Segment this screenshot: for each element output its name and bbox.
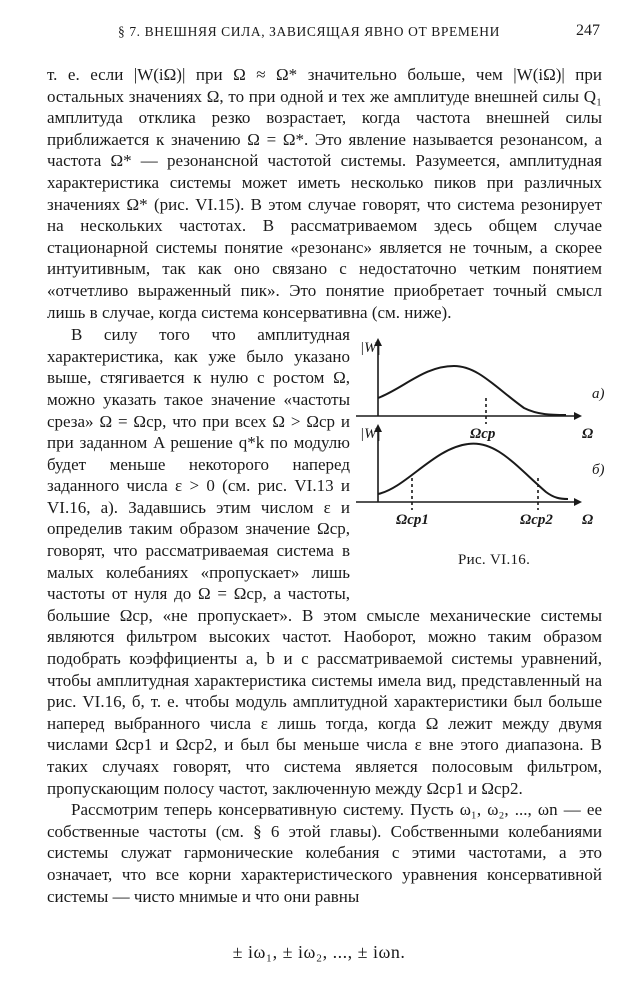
paragraph-cutoff-text: В силу того что амплитудная характеристика, как уже было указано выше, стягивается к нулю с ростом Ω, можно указать такое значение «частоты среза» Ω = Ωср, что при всех Ω > Ωср и при заданном A решение q*k по модулю будет меньше некоторого наперед заданного числа ε > 0 (см. рис. VI.13 и VI.16, а). Задавшись этим числом ε и определив таким образом значение Ωср, говорят, что рассматриваемая система в малых колебаниях «пропускает» лишь частоты от нуля до Ω = Ωср, а частоты, большие Ωср, «не пропускает». В этом смысле механические системы являются фильтром высоких частот. Наоборот, можно таким образом подобрать коэффициенты a, b и c рассматриваемой системы уравнений, чтобы амплитудная характеристика системы имела вид, представленный на рис. VI.16, б, т. е. чтобы модуль амплитудной характеристики был больше наперед выбранного числа ε лишь тогда, когда Ω лежит между двумя числами Ωср1 и Ωср2, и был бы меньше числа ε вне этого диапазона. В таких случаях говорят, что система является полосовым фильтром, пропускающим полосу частот, заключенную между Ωср1 и Ωср2. xyxy=(47,325,602,798)
panel-b-curve xyxy=(378,444,568,499)
page-number: 247 xyxy=(576,22,600,39)
panel-a-x-label: Ω xyxy=(582,426,594,443)
body-text xyxy=(47,64,605,907)
panel-b-tick-label-2: Ωср2 xyxy=(520,512,553,529)
panel-a-x-arrow xyxy=(574,412,582,420)
section-title: § 7. ВНЕШНЯЯ СИЛА, ЗАВИСЯЩАЯ ЯВНО ОТ ВРЕМЕНИ xyxy=(118,24,500,39)
panel-b-label: б) xyxy=(592,462,605,479)
paragraph-resonance: т. е. если |W(iΩ)| при Ω ≈ Ω* значительно больше, чем |W(iΩ)| при остальных значениях Ω, то при одной и тех же амплитуде внешней силы Q₁ амплитуда отклика резко возрастает, когда частота внешней силы приближается к значению Ω = Ω*. Это явление называется резонансом, а частота Ω* — резонансной частотой системы. Разумеется, амплитудная характеристика системы может иметь несколько пиков при различных значениях Ω* (рис. VI.15). В этом случае говорят, что система резонирует на нескольких частотах. В рассматриваемом здесь общем случае стационарной системы понятие «резонанс» является не точным, а скорее интуитивным, так как оно связано с недостаточно четким понятием «отчетливо выраженный пик». Это понятие приобретает точный смысл лишь в случае, когда система консервативна (см. ниже). xyxy=(47,65,602,322)
running-header xyxy=(90,22,600,42)
panel-a-curve xyxy=(378,366,566,415)
panel-b-x-label: Ω xyxy=(582,512,594,529)
paragraph-conservative-system: Рассмотрим теперь консервативную систему. Пусть ω₁, ω₂, ..., ωn — ее собственные частоты (см. § 6 этой главы). Собственными колебаниями системы служат гармонические колебания с этими частотами, а это означает, что все корни характеристического уравнения консервативной системы — чисто мнимые и что они равны xyxy=(47,800,602,906)
panel-a-tick-label: Ωср xyxy=(470,426,496,443)
panel-b-x-arrow xyxy=(574,498,582,506)
panel-b-y-label: |W| xyxy=(360,426,381,443)
figure-vi16 xyxy=(356,338,608,586)
figure-diagram xyxy=(356,338,608,548)
eigenvalue-formula: ± iω₁, ± iω₂, ..., ± iωn. xyxy=(232,942,406,962)
panel-a-y-label: |W| xyxy=(360,340,381,357)
paragraph-cutoff-frequency xyxy=(47,324,605,799)
figure-caption: Рис. VI.16. xyxy=(458,552,531,569)
panel-a-label: а) xyxy=(592,386,605,403)
panel-b-tick-label-1: Ωср1 xyxy=(396,512,429,529)
